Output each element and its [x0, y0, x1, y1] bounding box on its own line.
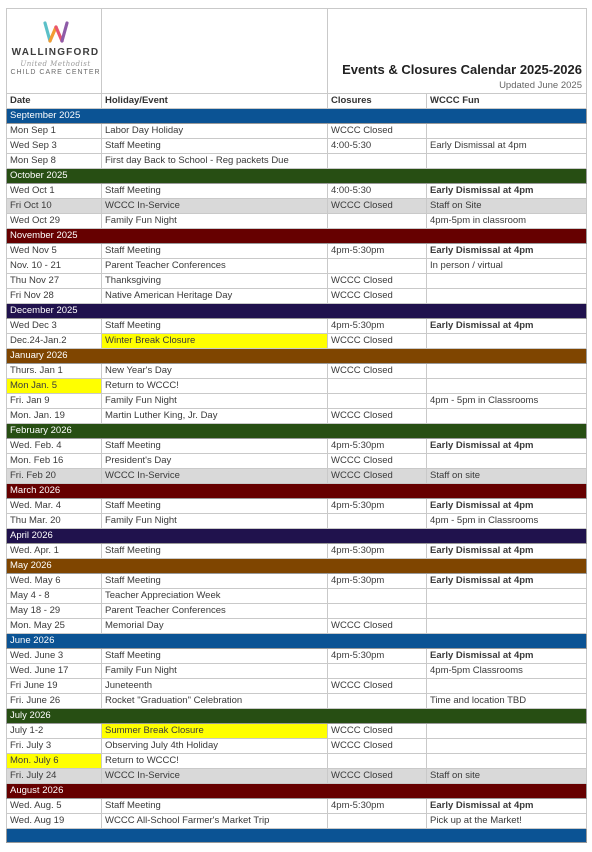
event-date: Wed Sep 3 [7, 139, 102, 154]
event-name: Staff Meeting [102, 574, 328, 589]
event-name: Thanksgiving [102, 274, 328, 289]
updated-date: Updated June 2025 [328, 79, 587, 94]
event-fun [427, 619, 587, 634]
event-fun [427, 334, 587, 349]
month-header-row [7, 109, 587, 124]
calendar-table [6, 8, 587, 843]
event-name: Staff Meeting [102, 244, 328, 259]
event-date: Mon Jan. 5 [7, 379, 102, 394]
event-row [7, 724, 587, 739]
event-row [7, 499, 587, 514]
event-date: Wed Dec 3 [7, 319, 102, 334]
column-header-fun: WCCC Fun [427, 94, 587, 109]
event-name: Memorial Day [102, 619, 328, 634]
event-date: Nov. 10 - 21 [7, 259, 102, 274]
event-date: Fri. Jan 9 [7, 394, 102, 409]
event-row [7, 199, 587, 214]
event-fun: Early Dismissal at 4pm [427, 439, 587, 454]
event-closure: 4pm-5:30pm [328, 799, 427, 814]
month-header-row [7, 484, 587, 499]
event-date: Fri. Feb 20 [7, 469, 102, 484]
month-header-row [7, 349, 587, 364]
event-name: Parent Teacher Conferences [102, 604, 328, 619]
page-title: Events & Closures Calendar 2025-2026 [328, 9, 587, 80]
event-name: First day Back to School - Reg packets Due [102, 154, 328, 169]
event-date: Wed. Feb. 4 [7, 439, 102, 454]
event-date: Wed. Aug 19 [7, 814, 102, 829]
event-date: Fri. July 24 [7, 769, 102, 784]
event-fun: Early Dismissal at 4pm [427, 139, 587, 154]
event-name: Staff Meeting [102, 319, 328, 334]
logo-cell [7, 9, 102, 80]
month-label: August 2026 [7, 784, 587, 799]
event-date: Wed. May 6 [7, 574, 102, 589]
event-date: Wed. June 3 [7, 649, 102, 664]
event-row [7, 619, 587, 634]
event-closure [328, 664, 427, 679]
event-closure: 4pm-5:30pm [328, 439, 427, 454]
event-closure: 4:00-5:30 [328, 184, 427, 199]
month-header-row [7, 229, 587, 244]
event-date: Mon. Feb 16 [7, 454, 102, 469]
event-date: Wed. Mar. 4 [7, 499, 102, 514]
header-row [7, 9, 587, 80]
event-closure: WCCC Closed [328, 679, 427, 694]
event-name: Native American Heritage Day [102, 289, 328, 304]
event-name: Family Fun Night [102, 214, 328, 229]
month-header-row [7, 529, 587, 544]
event-name: Staff Meeting [102, 544, 328, 559]
event-closure [328, 754, 427, 769]
event-name: WCCC In-Service [102, 769, 328, 784]
event-row [7, 454, 587, 469]
event-row [7, 604, 587, 619]
event-closure: 4pm-5:30pm [328, 244, 427, 259]
event-name: WCCC In-Service [102, 469, 328, 484]
end-bar-row [7, 829, 587, 843]
event-fun [427, 604, 587, 619]
event-closure [328, 259, 427, 274]
event-row [7, 394, 587, 409]
month-header-row [7, 784, 587, 799]
event-fun [427, 124, 587, 139]
event-row [7, 184, 587, 199]
event-closure: WCCC Closed [328, 274, 427, 289]
event-row [7, 244, 587, 259]
month-label: December 2025 [7, 304, 587, 319]
event-closure [328, 214, 427, 229]
event-row [7, 544, 587, 559]
event-date: Thu Nov 27 [7, 274, 102, 289]
event-name: Staff Meeting [102, 439, 328, 454]
event-closure: 4pm-5:30pm [328, 574, 427, 589]
event-closure: WCCC Closed [328, 724, 427, 739]
event-fun [427, 409, 587, 424]
event-row [7, 589, 587, 604]
event-date: Fri. June 26 [7, 694, 102, 709]
event-fun [427, 364, 587, 379]
month-label: March 2026 [7, 484, 587, 499]
event-fun [427, 754, 587, 769]
org-name: WALLINGFORD [11, 47, 100, 58]
event-fun: Early Dismissal at 4pm [427, 319, 587, 334]
event-fun [427, 274, 587, 289]
event-closure [328, 604, 427, 619]
event-date: Mon Sep 8 [7, 154, 102, 169]
event-name: Staff Meeting [102, 139, 328, 154]
month-label: July 2026 [7, 709, 587, 724]
event-closure [328, 589, 427, 604]
event-fun: 4pm - 5pm in Classrooms [427, 394, 587, 409]
month-label: February 2026 [7, 424, 587, 439]
event-date: Thurs. Jan 1 [7, 364, 102, 379]
event-name: Return to WCCC! [102, 379, 328, 394]
event-closure: WCCC Closed [328, 124, 427, 139]
event-name: Labor Day Holiday [102, 124, 328, 139]
event-date: Wed Nov 5 [7, 244, 102, 259]
event-fun: Time and location TBD [427, 694, 587, 709]
end-bar [7, 829, 587, 843]
event-row [7, 469, 587, 484]
org-logo [10, 21, 101, 79]
event-closure [328, 514, 427, 529]
month-header-row [7, 559, 587, 574]
event-closure: WCCC Closed [328, 409, 427, 424]
event-closure: WCCC Closed [328, 469, 427, 484]
event-row [7, 124, 587, 139]
event-closure: 4pm-5:30pm [328, 499, 427, 514]
updated-blank [102, 79, 328, 94]
event-date: May 18 - 29 [7, 604, 102, 619]
event-row [7, 664, 587, 679]
event-row [7, 739, 587, 754]
event-fun: Early Dismissal at 4pm [427, 184, 587, 199]
month-header-row [7, 304, 587, 319]
event-name: Staff Meeting [102, 799, 328, 814]
event-fun [427, 724, 587, 739]
month-label: October 2025 [7, 169, 587, 184]
event-closure [328, 379, 427, 394]
header-blank [102, 9, 328, 80]
event-closure: WCCC Closed [328, 199, 427, 214]
event-fun [427, 154, 587, 169]
event-closure: WCCC Closed [328, 334, 427, 349]
event-closure: WCCC Closed [328, 364, 427, 379]
month-header-row [7, 634, 587, 649]
event-row [7, 694, 587, 709]
month-label: April 2026 [7, 529, 587, 544]
month-header-row [7, 424, 587, 439]
event-row [7, 514, 587, 529]
event-fun: Early Dismissal at 4pm [427, 574, 587, 589]
event-date: Mon Sep 1 [7, 124, 102, 139]
event-closure: 4pm-5:30pm [328, 544, 427, 559]
event-date: Wed. June 17 [7, 664, 102, 679]
event-fun: 4pm-5pm in classroom [427, 214, 587, 229]
event-fun: Early Dismissal at 4pm [427, 244, 587, 259]
event-fun [427, 679, 587, 694]
event-row [7, 139, 587, 154]
event-fun: In person / virtual [427, 259, 587, 274]
event-name: President's Day [102, 454, 328, 469]
event-date: Wed Oct 29 [7, 214, 102, 229]
event-name: Winter Break Closure [102, 334, 328, 349]
event-date: Thu Mar. 20 [7, 514, 102, 529]
event-name: Family Fun Night [102, 514, 328, 529]
month-label: September 2025 [7, 109, 587, 124]
event-closure: 4pm-5:30pm [328, 319, 427, 334]
event-name: Return to WCCC! [102, 754, 328, 769]
event-closure: 4pm-5:30pm [328, 649, 427, 664]
column-header-event: Holiday/Event [102, 94, 328, 109]
event-date: Wed. Aug. 5 [7, 799, 102, 814]
month-header-row [7, 709, 587, 724]
event-row [7, 679, 587, 694]
event-date: Dec.24-Jan.2 [7, 334, 102, 349]
event-fun: Early Dismissal at 4pm [427, 649, 587, 664]
event-fun: 4pm-5pm Classrooms [427, 664, 587, 679]
event-row [7, 214, 587, 229]
event-date: Fri Oct 10 [7, 199, 102, 214]
event-row [7, 769, 587, 784]
event-fun: 4pm - 5pm in Classrooms [427, 514, 587, 529]
event-date: Mon. May 25 [7, 619, 102, 634]
event-closure [328, 814, 427, 829]
event-name: Martin Luther King, Jr. Day [102, 409, 328, 424]
event-row [7, 274, 587, 289]
event-fun: Staff on site [427, 769, 587, 784]
event-row [7, 814, 587, 829]
event-row [7, 334, 587, 349]
event-fun: Staff on Site [427, 199, 587, 214]
event-name: Family Fun Night [102, 664, 328, 679]
event-date: Fri June 19 [7, 679, 102, 694]
event-fun: Early Dismissal at 4pm [427, 799, 587, 814]
event-closure: 4:00-5:30 [328, 139, 427, 154]
event-date: Mon. Jan. 19 [7, 409, 102, 424]
event-fun [427, 454, 587, 469]
event-name: Juneteenth [102, 679, 328, 694]
org-script-line: United Methodist [20, 60, 91, 68]
event-name: Rocket "Graduation" Celebration [102, 694, 328, 709]
event-closure [328, 154, 427, 169]
event-name: Family Fun Night [102, 394, 328, 409]
event-fun [427, 739, 587, 754]
event-fun: Staff on site [427, 469, 587, 484]
event-closure: WCCC Closed [328, 739, 427, 754]
event-name: Summer Break Closure [102, 724, 328, 739]
event-row [7, 799, 587, 814]
event-row [7, 319, 587, 334]
event-closure: WCCC Closed [328, 619, 427, 634]
event-fun: Early Dismissal at 4pm [427, 544, 587, 559]
updated-blank [7, 79, 102, 94]
event-row [7, 439, 587, 454]
event-closure [328, 394, 427, 409]
event-name: WCCC In-Service [102, 199, 328, 214]
event-row [7, 649, 587, 664]
event-closure: WCCC Closed [328, 289, 427, 304]
event-closure: WCCC Closed [328, 769, 427, 784]
event-name: Observing July 4th Holiday [102, 739, 328, 754]
event-fun: Pick up at the Market! [427, 814, 587, 829]
event-name: New Year's Day [102, 364, 328, 379]
event-name: WCCC All-School Farmer's Market Trip [102, 814, 328, 829]
month-header-row [7, 169, 587, 184]
event-name: Teacher Appreciation Week [102, 589, 328, 604]
event-name: Staff Meeting [102, 649, 328, 664]
event-row [7, 379, 587, 394]
event-row [7, 574, 587, 589]
event-date: Wed Oct 1 [7, 184, 102, 199]
event-closure: WCCC Closed [328, 454, 427, 469]
logo-w-icon [43, 21, 69, 43]
event-date: Mon. July 6 [7, 754, 102, 769]
event-date: Fri. July 3 [7, 739, 102, 754]
event-fun: Early Dismissal at 4pm [427, 499, 587, 514]
event-row [7, 259, 587, 274]
org-subline: CHILD CARE CENTER [10, 69, 101, 76]
event-fun [427, 289, 587, 304]
month-label: January 2026 [7, 349, 587, 364]
calendar-sheet [6, 8, 586, 843]
column-header-closures: Closures [328, 94, 427, 109]
event-date: May 4 - 8 [7, 589, 102, 604]
event-date: Fri Nov 28 [7, 289, 102, 304]
month-label: May 2026 [7, 559, 587, 574]
event-closure [328, 694, 427, 709]
month-label: November 2025 [7, 229, 587, 244]
column-header-row [7, 94, 587, 109]
event-date: July 1-2 [7, 724, 102, 739]
event-name: Staff Meeting [102, 184, 328, 199]
event-date: Wed. Apr. 1 [7, 544, 102, 559]
event-row [7, 409, 587, 424]
column-header-date: Date [7, 94, 102, 109]
event-row [7, 754, 587, 769]
month-label: June 2026 [7, 634, 587, 649]
updated-row [7, 79, 587, 94]
event-row [7, 364, 587, 379]
event-row [7, 289, 587, 304]
event-name: Parent Teacher Conferences [102, 259, 328, 274]
event-row [7, 154, 587, 169]
event-fun [427, 379, 587, 394]
event-fun [427, 589, 587, 604]
event-name: Staff Meeting [102, 499, 328, 514]
